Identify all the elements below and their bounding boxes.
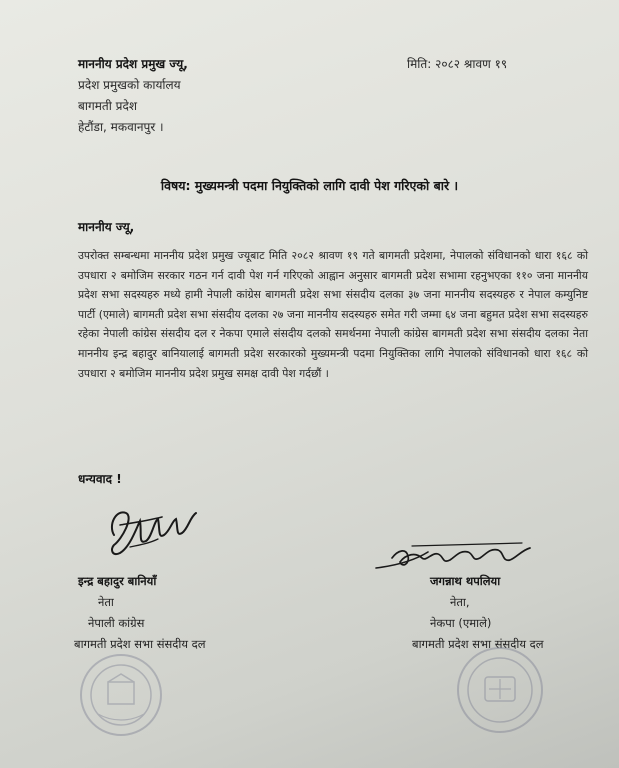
letter-date: मिति: २०८२ श्रावण १९: [407, 57, 508, 71]
signatory-left-body: बागमती प्रदेश सभा संसदीय दल: [74, 637, 206, 651]
recipient-province: बागमती प्रदेश: [78, 99, 138, 113]
party-stamp-right: [455, 645, 545, 735]
signature-left: [100, 495, 210, 565]
signatory-right-name: जगन्नाथ थपलिया: [430, 574, 501, 588]
recipient-title: माननीय प्रदेश प्रमुख ज्यू,: [78, 57, 188, 71]
signatory-left-name: इन्द्र बहादुर बानियाँ: [78, 574, 157, 588]
signatory-right-role: नेता,: [450, 595, 470, 609]
letter-closing: धन्यवाद !: [78, 472, 122, 486]
signatory-left: [74, 571, 206, 655]
letter-body: उपरोक्त सम्बन्धमा माननीय प्रदेश प्रमुख ज्यूबाट मिति २०८२ श्रावण १९ गते बागमती प्रदेशमा, नेपालको संविधानको धारा १६८ को उपधारा २ बमोजिम सरकार गठन गर्न दावी पेश गर्न गरिएको आह्वान अनुसार बागमती प्रदेश सभामा रहनुभएका ११० जना माननीय प्रदेश सभा सदस्यहरु मध्ये हामी नेपाली कांग्रेस बागमती प्रदेश सभा संसदीय दलका ३७ जना माननीय सदस्यहरु र नेपाल कम्युनिष्ट पार्टी (एमाले) बागमती प्रदेश सभा संसदीय दलका २७ जना माननीय सदस्यहरु समेत गरी जम्मा ६४ जना बहुमत प्रदेश सभा सदस्यहरु रहेका नेपाली कांग्रेस संसदीय दल र नेकपा एमाले संसदीय दलको समर्थनमा नेपाली कांग्रेस बागमती प्रदेश सभा संसदीय दलका नेता माननीय इन्द्र बहादुर बानियालाई बागमती प्रदेश सरकारको मुख्यमन्त्री पदमा नियुक्तिका लागि नेपालको संविधानको धारा १६८ को उपधारा २ बमोजिम माननीय प्रदेश प्रमुख समक्ष दावी पेश गर्दछौं ।: [78, 249, 588, 380]
letter-greeting: माननीय ज्यू,: [78, 220, 135, 234]
letter-subject: विषय: मुख्यमन्त्री पदमा नियुक्तिको लागि दावी पेश गरिएको बारे ।: [160, 178, 459, 193]
signature-right: [372, 540, 542, 574]
signatory-right: [412, 571, 544, 655]
signatory-right-body: बागमती प्रदेश सभा संसदीय दल: [412, 637, 544, 651]
party-stamp-left: [78, 652, 164, 738]
recipient-location: हेटौंडा, मकवानपुर ।: [78, 120, 164, 134]
recipient-office: प्रदेश प्रमुखको कार्यालय: [78, 78, 181, 92]
signatory-left-role: नेता: [98, 595, 114, 609]
signatory-right-party: नेकपा (एमाले): [430, 616, 492, 630]
signatory-left-party: नेपाली कांग्रेस: [88, 616, 145, 630]
